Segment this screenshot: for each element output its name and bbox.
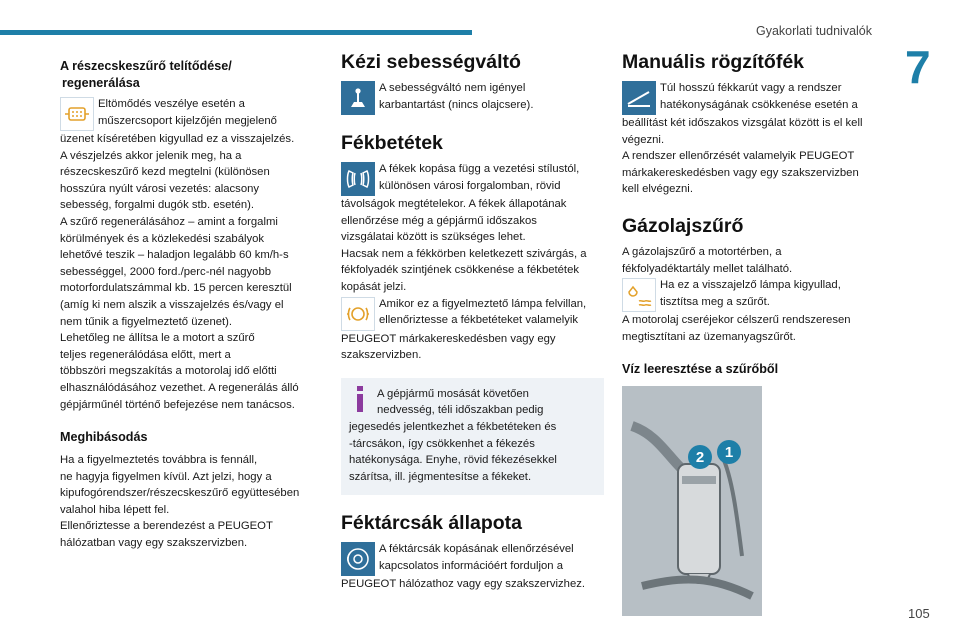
- body-line: ellenőrzése még a gépjármű időszakos: [341, 214, 537, 227]
- body-line: PEUGEOT márkakereskedésben vagy egy: [341, 332, 556, 345]
- body-line: (amíg ki nem alszik a visszajelzés és/vagy el: [60, 298, 284, 311]
- section-heading-brake-discs: Féktárcsák állapota: [341, 512, 523, 535]
- body-line: fékfolyadék szintjének csökkenése a fékbetétek: [341, 264, 580, 277]
- brake-warning-icon: [341, 297, 375, 331]
- diesel-filter-body-text: [622, 312, 884, 345]
- body-line: A vészjelzés akkor jelenik meg, ha a: [60, 149, 242, 162]
- body-line: üzenet kíséretében kigyullad ez a visszajelzés.: [60, 133, 295, 145]
- malfunction-body-text: [60, 452, 318, 552]
- body-line: kell elvégezni.: [622, 183, 693, 196]
- body-line: végezni.: [622, 133, 665, 146]
- body-line: márkakereskedésben vagy egy szakszervizben: [622, 166, 859, 179]
- brake-pads-para: A fékek kopása függ a vezetési stílustól, különösen városi forgalomban, rövid: [341, 161, 607, 196]
- body-line: hálózatban vagy egy szakszervizben.: [60, 537, 248, 550]
- body-line: kopását jelzi.: [341, 280, 407, 293]
- body-line: beállítást két időszakos vizsgálat között is el kell: [622, 117, 863, 129]
- info-icon: [349, 386, 371, 412]
- info-line: jegesedés jelentkezhet a fékbetéteken és: [349, 420, 557, 433]
- body-line: Hacsak nem a fékkörben keletkezett szivárgás, a: [341, 247, 587, 260]
- body-line: lehetővé teszik – haladjon legalább 60 km/h-s: [60, 249, 289, 262]
- body-line: motorfordulatszámmal kb. 15 percen keresztül: [60, 282, 292, 295]
- brake-warning-body-text: [341, 331, 607, 364]
- body-line: körülmények és a közlekedési szabályok: [60, 232, 265, 245]
- page-number: 105: [908, 606, 930, 621]
- body-line: Ellenőriztesse a berendezést a PEUGEOT: [60, 520, 273, 533]
- info-line: hatékonysága. Enyhe, rövid fékezésekkel: [349, 454, 557, 467]
- water-in-fuel-icon: [622, 278, 656, 312]
- section-heading-malfunction: Meghibásodás: [60, 430, 148, 445]
- section-heading-diesel-filter: Gázolajszűrő: [622, 214, 744, 237]
- body-line: vizsgálatai között is szükséges lehet.: [341, 231, 526, 244]
- body-line: sebesség, forgalmi dugók stb. esetén).: [60, 199, 255, 212]
- fuel-filter-photo: [622, 386, 762, 616]
- column-right: [622, 50, 884, 616]
- dpf-warning-para: Eltömődés veszélye esetén a műszercsoport kijelzőjén megjelenő: [60, 96, 318, 131]
- header-accent-bar: [0, 30, 472, 35]
- chapter-number: 7: [905, 41, 931, 93]
- photo-badge-1: 1: [724, 444, 734, 462]
- info-line: A gépjármű mosását követően: [377, 387, 529, 400]
- brake-discs-line3: PEUGEOT hálózathoz vagy egy szakszervizhez.: [341, 578, 586, 591]
- body-line: A motorolaj cseréjekor célszerű rendszeresen: [622, 314, 851, 327]
- section-heading-gearbox: Kézi sebességváltó: [341, 51, 521, 73]
- info-box-wash: [341, 378, 604, 496]
- info-line: szárítsa, ill. jégmentesítse a fékeket.: [349, 470, 532, 483]
- body-line: teljes regenerálódása előtt, mert a: [60, 348, 231, 361]
- body-line: megtisztítani az üzemanyagszűrőt.: [622, 330, 796, 343]
- body-line: fékfolyadéktartály mellet található.: [622, 262, 793, 275]
- column-middle: [341, 50, 607, 593]
- brake-disc-icon: [341, 542, 375, 576]
- body-line: A szűrő regenerálásához – amint a forgalmi: [60, 215, 278, 228]
- brake-discs-para: A féktárcsák kopásának ellenőrzésével kapcsolatos információért forduljon a: [341, 541, 607, 576]
- column-left: [60, 50, 318, 552]
- section-heading-brake-pads: Fékbetétek: [341, 132, 443, 154]
- body-line: távolságok megtételekor. A fékek állapotának: [341, 198, 567, 210]
- body-line: Ha a figyelmeztetés továbbra is fennáll,: [60, 454, 258, 467]
- parking-brake-para: Túl hosszú fékkarút vagy a rendszer hatékonyságának csökkenése esetén a: [622, 80, 884, 115]
- gearbox-para: A sebességváltó nem igényel karbantartást (nincs olajcsere).: [341, 80, 607, 115]
- body-line: részecskeszűrő kezd megtelni (különösen: [60, 166, 270, 179]
- diesel-filter-location-text: [622, 244, 884, 277]
- body-line: A rendszer ellenőrzését valamelyik PEUGEOT: [622, 150, 855, 163]
- body-line: valahol hiba lépett fel.: [60, 503, 170, 516]
- body-line: többszöri megszakítás a motorolaj idő előtti: [60, 365, 277, 378]
- brake-pad-icon: [341, 162, 375, 196]
- parking-brake-icon: [622, 81, 656, 115]
- body-line: nem tűnik a figyelmeztető üzenet).: [60, 315, 233, 328]
- chapter-title: Gyakorlati tudnivalók: [755, 24, 872, 38]
- body-line: gépjárműnél történő befejezése nem tanácsos.: [60, 398, 295, 411]
- body-line: A gázolajszűrő a motortérben, a: [622, 245, 782, 258]
- parking-brake-body-text: [622, 115, 884, 198]
- section-heading-drain-water: Víz leeresztése a szűrőből: [622, 362, 779, 377]
- photo-badge-2: 2: [695, 449, 705, 467]
- info-line: -tárcsákon, így csökkenhet a fékezés: [349, 437, 535, 450]
- body-line: sebességgel, 2000 ford./perc-nél nagyobb: [60, 265, 272, 278]
- body-line: elhasználódásához vezethet. A regenerálás álló: [60, 381, 299, 394]
- body-line: szakszervizben.: [341, 349, 422, 362]
- info-line: nedvesség, téli időszakban pedig: [377, 404, 544, 417]
- diesel-filter-warning-para: Ha ez a visszajelző lámpa kigyullad, tisztítsa meg a szűrőt.: [622, 277, 884, 312]
- body-line: hosszúra nyúlt városi vezetés: alacsony: [60, 182, 260, 195]
- dpf-warning-icon: [60, 97, 94, 131]
- gearbox-icon: [341, 81, 375, 115]
- body-line: Lehetőleg ne állítsa le a motort a szűrő: [60, 332, 255, 345]
- brake-warning-para: Amikor ez a figyelmeztető lámpa felvillan, ellenőriztesse a fékbetéteket valamelyik: [341, 296, 607, 331]
- dpf-body-text: [60, 131, 318, 413]
- body-line: kipufogórendszer/részecskeszűrő együttesében: [60, 487, 300, 500]
- brake-pads-body-text: [341, 196, 607, 296]
- section-heading-parking-brake: Manuális rögzítőfék: [622, 51, 805, 73]
- section-heading-dpf: A részecskeszűrő telítődése/ regenerálása: [60, 59, 232, 90]
- body-line: ne hagyja figyelmen kívül. Azt jelzi, hogy a: [60, 470, 272, 483]
